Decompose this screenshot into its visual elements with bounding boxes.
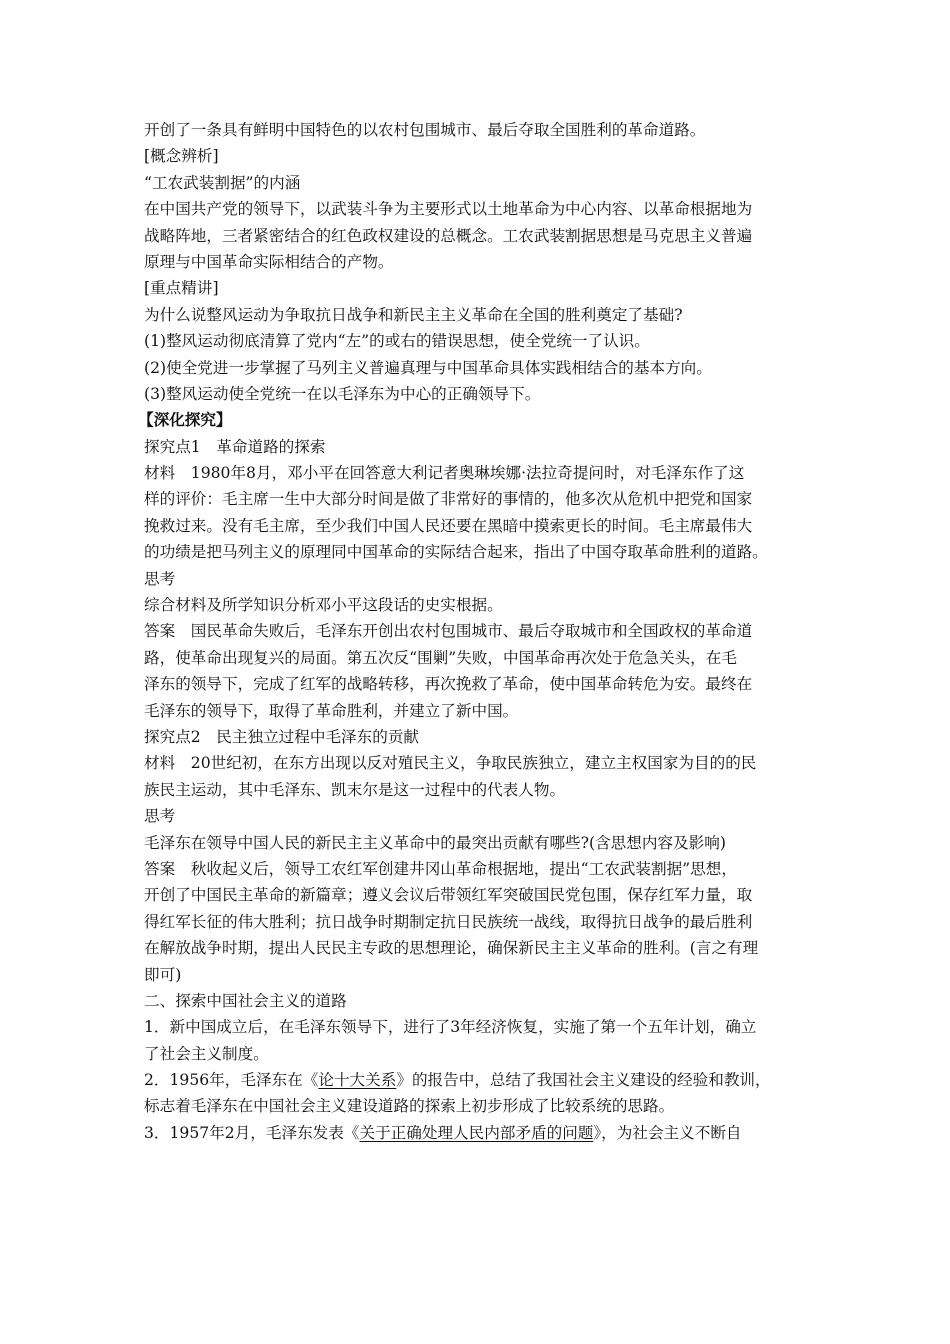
list-item [144, 1067, 814, 1093]
text-line: 战略阵地，三者紧密结合的红色政权建设的总概念。工农武装割据思想是马克思主义普遍 [144, 226, 753, 245]
text-line: 的功绩是把马列主义的原理同中国革命的实际结合起来，指出了中国夺取革命胜利的道路。 [144, 543, 768, 562]
text-line: 原理与中国革命实际相结合的产物。 [144, 252, 394, 271]
think-label: 思考 [144, 569, 176, 588]
text-line: 得红军长征的伟大胜利；抗日战争时期制定抗日民族统一战线，取得抗日战争的最后胜利 [144, 912, 753, 931]
text-line: 族民主运动，其中毛泽东、凯末尔是这一过程中的代表人物。 [144, 780, 566, 799]
section-heading-deep-inquiry: 【深化探究】 [138, 410, 232, 430]
text-line: 泽东的领导下，完成了红军的战略转移，再次挽救了革命，使中国革命转危为安。最终在 [144, 675, 753, 694]
text-line: 毛泽东的领导下，取得了革命胜利，并建立了新中国。 [144, 701, 519, 720]
list-item: 1．新中国成立后，在毛泽东领导下，进行了3年经济恢复，实施了第一个五年计划，确立 [144, 1018, 757, 1037]
text-line: 样的评价：毛主席一生中大部分时间是做了非常好的事情的，他多次从危机中把党和国家 [144, 490, 753, 509]
question-line: 为什么说整风运动为争取抗日战争和新民主主义革命在全国的胜利奠定了基础? [144, 305, 683, 324]
inquiry-point-title: 探究点2 民主独立过程中毛泽东的贡献 [144, 727, 420, 746]
underlined-title: 论十大关系 [318, 1071, 397, 1090]
text-line: 开创了中国民主革命的新篇章；遵义会议后带领红军突破国民党包围，保存红军力量，取 [144, 886, 753, 905]
list-item: (3)整风运动使全党统一在以毛泽东为中心的正确领导下。 [144, 384, 541, 403]
think-label: 思考 [144, 807, 176, 826]
text-line: 综合材料及所学知识分析邓小平这段话的史实根据。 [144, 596, 503, 615]
question-line: 毛泽东在领导中国人民的新民主主义革命中的最突出贡献有哪些?(含思想内容及影响) [144, 833, 726, 852]
text-line: 开创了一条具有鲜明中国特色的以农村包围城市、最后夺取全国胜利的革命道路。 [144, 121, 706, 139]
text-line: 在解放战争时期，提出人民民主专政的思想理论，确保新民主主义革命的胜利。(言之有理 [144, 939, 759, 958]
section-label-concept: [概念辨析] [144, 147, 219, 166]
document-page [138, 117, 814, 1146]
text-line: 即可) [144, 965, 182, 984]
text-line: 挽救过来。没有毛主席，至少我们中国人民还要在黑暗中摸索更长的时间。毛主席最伟大 [144, 516, 753, 535]
text-span: 》的报告中，总结了我国社会主义建设的经验和教训， [396, 1071, 771, 1090]
text-span: 3．1957年2月，毛泽东发表《 [144, 1123, 360, 1142]
text-line: 在中国共产党的领导下，以武装斗争为主要形式以土地革命为中心内容、以革命根据地为 [144, 200, 753, 219]
text-line: 材料 20世纪初，在东方出现以反对殖民主义，争取民族独立，建立主权国家为目的的民 [144, 754, 757, 773]
underlined-title: 关于正确处理人民内部矛盾的问题 [359, 1123, 594, 1142]
text-line: 标志着毛泽东在中国社会主义建设道路的探索上初步形成了比较系统的思路。 [144, 1097, 675, 1116]
text-line: 了社会主义制度。 [144, 1044, 269, 1063]
inquiry-point-title: 探究点1 革命道路的探索 [144, 437, 326, 456]
list-item: (1)整风运动彻底清算了党内“左”的或右的错误思想，使全党统一了认识。 [144, 332, 650, 351]
text-span: 2．1956年，毛泽东在《 [144, 1071, 319, 1090]
list-item [144, 1120, 814, 1146]
list-item: (2)使全党进一步掌握了马列主义普遍真理与中国革命具体实践相结合的基本方向。 [144, 358, 712, 377]
text-line: 路，使革命出现复兴的局面。第五次反“围剿”失败，中国革命再次处于危急关头，在毛 [144, 648, 737, 667]
text-line: 材料 1980年8月，邓小平在回答意大利记者奥琳埃娜·法拉奇提问时，对毛泽东作了这 [144, 464, 745, 483]
concept-title: “工农武装割据”的内涵 [144, 173, 301, 192]
answer-line: 答案 国民革命失败后，毛泽东开创出农村包围城市、最后夺取城市和全国政权的革命道 [144, 622, 753, 641]
section-label-key-points: [重点精讲] [144, 279, 219, 298]
section-heading-socialism: 二、探索中国社会主义的道路 [144, 991, 347, 1010]
answer-line: 答案 秋收起义后，领导工农红军创建井冈山革命根据地，提出“工农武装割据”思想， [144, 859, 737, 878]
text-span: 》，为社会主义不断自 [593, 1123, 742, 1142]
